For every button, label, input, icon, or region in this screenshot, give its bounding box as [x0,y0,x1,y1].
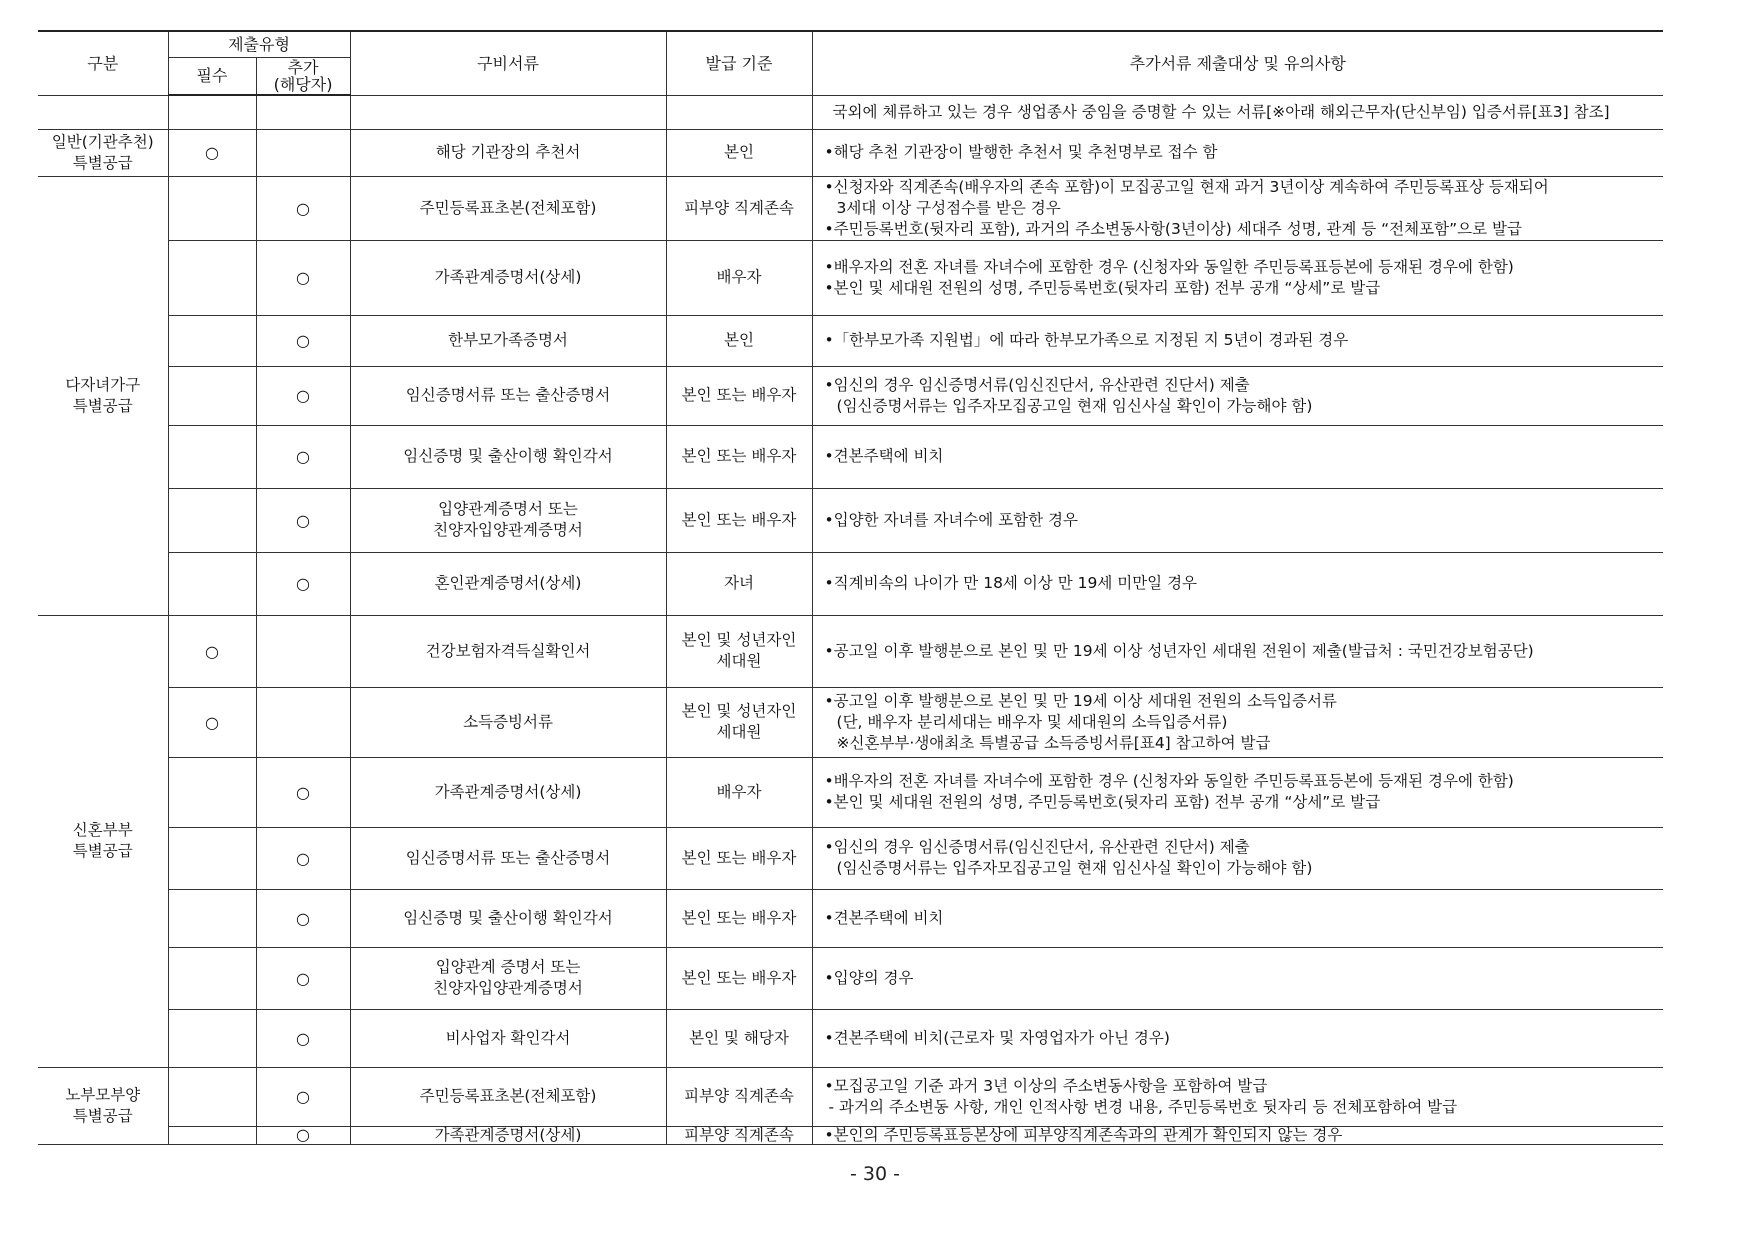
bullet: • [824,177,834,196]
cell-additional-empty [256,129,350,176]
category-line: 특별공급 [72,842,133,860]
category-line: 특별공급 [72,153,133,172]
note-text: 입양한 자녀를 자녀수에 포함한 경우 [833,510,1078,529]
table-row [38,552,1663,615]
document-table [38,30,1663,1145]
cell-additional-empty [256,687,350,757]
note-text: 「한부모가족 지원법」에 따라 한부모가족으로 지정된 지 5년이 경과된 경우 [833,331,1349,349]
basis-line: 본인 및 성년자인 [681,702,797,720]
category-line: 노부모부양 [65,1085,141,1104]
cell-note [812,827,1663,889]
table-row [38,947,1663,1009]
table-row [38,176,1663,240]
note-text: 공고일 이후 발행분으로 본인 및 만 19세 이상 성년자인 세대원 전원이 제출(발급처 : 국민건강보험공단) [833,641,1534,660]
cell-required-empty [168,1067,256,1126]
cell-doc: 가족관계증명서(상세) [350,240,666,315]
note-line: 3세대 이상 구성점수를 받은 경우 [836,198,1061,217]
cell-basis: 본인 또는 배우자 [666,366,812,425]
note-line [825,908,1660,929]
note-text: 본인 및 세대원 전원의 성명, 주민등록번호(뒷자리 포함) 전부 공개 “상세”로 발급 [833,793,1381,811]
note-text: 입양의 경우 [833,968,914,987]
cell-category [38,615,168,1067]
bullet: • [824,691,834,710]
cell-doc: 소득증빙서류 [350,687,666,757]
note-text: 모집공고일 기준 과거 3년 이상의 주소변동사항을 포함하여 발급 [833,1076,1268,1095]
additional-mark: ○ [256,366,350,425]
cell-basis-empty [666,95,812,129]
header-issue-basis: 발급 기준 [666,31,812,95]
note-line: - 과거의 주소변동 사항, 개인 인적사항 변경 내용, 주민등록번호 뒷자리 등 전체포함하여 발급 [828,1097,1458,1116]
note-text: 직계비속의 나이가 만 18세 이상 만 19세 미만일 경우 [833,574,1198,592]
note-text: 주민등록번호(뒷자리 포함), 과거의 주소변동사항(3년이상) 세대주 성명, 관계 등 “전체포함”으로 발급 [833,219,1522,238]
table-row [38,425,1663,488]
additional-mark: ○ [256,827,350,889]
cell-note [812,889,1663,947]
cell-basis: 본인 또는 배우자 [666,827,812,889]
additional-mark: ○ [256,1009,350,1067]
note-line [825,375,1660,396]
doc-line: 친양자입양관계증명서 [433,979,583,997]
note-line: 국외에 체류하고 있는 경우 생업종사 중임을 증명할 수 있는 서류[※아래 해외근무자(단신부임) 입증서류[표3] 참조] [832,102,1610,121]
cell-doc: 주민등록표초본(전체포함) [350,1067,666,1126]
bullet: • [824,375,834,394]
cell-basis: 본인 또는 배우자 [666,488,812,552]
header-category: 구분 [38,31,168,95]
additional-mark: ○ [256,1067,350,1126]
doc-line: 친양자입양관계증명서 [433,521,583,539]
note-line [825,177,1660,198]
cell-doc-empty [350,95,666,129]
bullet: • [824,968,834,987]
cell-basis: 자녀 [666,552,812,615]
cell-note [812,1067,1663,1126]
cell-required-empty [168,827,256,889]
cell-required-empty [168,1009,256,1067]
cell-doc: 임신증명 및 출산이행 확인각서 [350,425,666,488]
note-line [825,573,1660,594]
cell-doc: 가족관계증명서(상세) [350,757,666,827]
note-text: 본인 및 세대원 전원의 성명, 주민등록번호(뒷자리 포함) 전부 공개 “상세”로 발급 [833,278,1381,297]
cell-basis: 본인 또는 배우자 [666,889,812,947]
cell-required-empty [168,315,256,366]
bullet: • [824,447,834,465]
table-row [38,1126,1663,1144]
cell-category [38,129,168,176]
note-text: 견본주택에 비치(근로자 및 자영업자가 아닌 경우) [833,1028,1170,1047]
group-general [38,129,1663,176]
bullet: • [824,772,834,790]
cell-basis: 피부양 직계존속 [666,1126,812,1144]
bullet: • [824,641,834,660]
cell-doc: 임신증명서류 또는 출산증명서 [350,366,666,425]
cell-required-empty [168,240,256,315]
table-row [38,1009,1663,1067]
basis-line: 세대원 [716,652,762,670]
group-multi-child [38,176,1663,615]
cell-note [812,552,1663,615]
cell-required-empty [168,488,256,552]
cell-required-empty [168,425,256,488]
cell-doc [350,488,666,552]
note-line [825,257,1660,278]
cell-doc [350,947,666,1009]
cell-doc: 혼인관계증명서(상세) [350,552,666,615]
cell-basis: 배우자 [666,240,812,315]
additional-mark: ○ [256,240,350,315]
header-documents: 구비서류 [350,31,666,95]
cell-basis [666,687,812,757]
cell-note [812,176,1663,240]
additional-mark: ○ [256,1126,350,1144]
note-line [825,691,1660,712]
cell-note [812,95,1663,129]
header-additional-sub: (해당자) [273,74,333,94]
note-text: 견본주택에 비치 [833,908,944,927]
cell-note [812,757,1663,827]
cell-basis: 피부양 직계존속 [666,1067,812,1126]
cell-additional-empty [256,95,350,129]
cell-required-empty [168,95,256,129]
category-line: 특별공급 [72,1106,133,1125]
note-line [825,1076,1660,1097]
cell-additional-empty [256,615,350,687]
cell-basis: 배우자 [666,757,812,827]
cell-doc: 주민등록표초본(전체포함) [350,176,666,240]
note-line: ※신혼부부·생애최초 특별공급 소득증빙서류[표4] 참고하여 발급 [836,733,1271,752]
cell-note [812,687,1663,757]
cell-doc: 임신증명서류 또는 출산증명서 [350,827,666,889]
required-mark: ○ [168,129,256,176]
note-line: (임신증명서류는 입주자모집공고일 현재 임신사실 확인이 가능해야 함) [836,396,1313,415]
category-line: 신혼부부 [72,821,133,839]
note-line [825,142,1660,163]
group-elder [38,1067,1663,1144]
note-line [825,968,1660,989]
note-line [825,446,1660,467]
cell-category-empty [38,95,168,129]
table-row [38,1067,1663,1126]
doc-line: 입양관계증명서 또는 [438,500,578,518]
table-row [38,488,1663,552]
cell-basis: 본인 또는 배우자 [666,947,812,1009]
note-text: 임신의 경우 임신증명서류(임신진단서, 유산관련 진단서) 제출 [833,375,1250,394]
bullet: • [824,331,834,349]
note-line [825,330,1660,351]
header-row-top [38,31,1663,57]
additional-mark: ○ [256,757,350,827]
note-line: (임신증명서류는 입주자모집공고일 현재 임신사실 확인이 가능해야 함) [836,859,1313,877]
page-number: - 30 - [850,1163,900,1185]
cell-basis: 본인 [666,315,812,366]
note-text: 신청자와 직계존속(배우자의 존속 포함)이 모집공고일 현재 과거 3년이상 계속하여 주민등록표상 등재되어 [833,177,1549,196]
cell-note [812,129,1663,176]
note-line [825,1028,1660,1049]
bullet: • [824,1126,834,1144]
additional-mark: ○ [256,552,350,615]
cell-required-empty [168,947,256,1009]
cell-doc: 해당 기관장의 추천서 [350,129,666,176]
cell-note [812,425,1663,488]
additional-mark: ○ [256,947,350,1009]
header-required: 필수 [168,57,256,95]
cell-doc: 가족관계증명서(상세) [350,1126,666,1144]
group-newlywed [38,615,1663,1067]
additional-mark: ○ [256,488,350,552]
additional-mark: ○ [256,425,350,488]
bullet: • [824,1076,834,1095]
category-line: 일반(기관추천) [51,132,154,151]
table-row [38,615,1663,687]
cell-basis: 본인 및 해당자 [666,1009,812,1067]
cell-basis [666,615,812,687]
cell-note [812,947,1663,1009]
cell-note [812,615,1663,687]
note-text: 공고일 이후 발행분으로 본인 및 만 19세 이상 세대원 전원의 소득입증서류 [833,691,1337,710]
cell-required-empty [168,757,256,827]
note-text: 배우자의 전혼 자녀를 자녀수에 포함한 경우 (신청자와 동일한 주민등록표등본에 등재된 경우에 한함) [833,257,1514,276]
cell-basis: 피부양 직계존속 [666,176,812,240]
note-line: (단, 배우자 분리세대는 배우자 및 세대원의 소득입증서류) [836,712,1228,731]
cell-required-empty [168,552,256,615]
cell-required-empty [168,176,256,240]
cell-category [38,176,168,615]
note-line [825,219,1660,240]
additional-mark: ○ [256,315,350,366]
required-mark: ○ [168,687,256,757]
cell-doc: 한부모가족증명서 [350,315,666,366]
category-line: 다자녀가구 [65,375,141,394]
cell-note [812,315,1663,366]
basis-line: 본인 및 성년자인 [681,631,797,649]
required-mark: ○ [168,615,256,687]
cell-required-empty [168,889,256,947]
note-text: 임신의 경우 임신증명서류(임신진단서, 유산관련 진단서) 제출 [833,838,1250,856]
note-text: 해당 추천 기관장이 발행한 추천서 및 추천명부로 접수 함 [833,143,1218,161]
note-line [825,792,1660,813]
cell-note [812,240,1663,315]
header-additional-label: 추가 [287,57,319,77]
cell-doc: 건강보험자격득실확인서 [350,615,666,687]
bullet: • [824,793,834,811]
note-line [825,278,1660,299]
cell-doc: 임신증명 및 출산이행 확인각서 [350,889,666,947]
cell-doc: 비사업자 확인각서 [350,1009,666,1067]
note-text: 견본주택에 비치 [833,447,944,465]
bullet: • [824,278,834,297]
table-row-carry [38,95,1663,129]
category-line: 특별공급 [72,396,133,415]
cell-note [812,1126,1663,1144]
doc-line: 입양관계 증명서 또는 [435,958,581,976]
bullet: • [824,908,834,927]
table-row [38,240,1663,315]
bullet: • [824,1028,834,1047]
header-submit-type: 제출유형 [168,31,350,57]
table-row [38,757,1663,827]
bullet: • [824,838,834,856]
table-row [38,129,1663,176]
basis-line: 세대원 [716,723,762,741]
cell-required-empty [168,1126,256,1144]
note-line [825,837,1660,858]
cell-basis: 본인 또는 배우자 [666,425,812,488]
header-notes: 추가서류 제출대상 및 유의사항 [812,31,1663,95]
table-row [38,889,1663,947]
bullet: • [824,574,834,592]
header-additional [256,57,350,95]
table-row [38,315,1663,366]
note-text: 배우자의 전혼 자녀를 자녀수에 포함한 경우 (신청자와 동일한 주민등록표등본에 등재된 경우에 한함) [833,772,1514,790]
table-row [38,366,1663,425]
note-line [825,641,1660,662]
bullet: • [824,219,834,238]
cell-required-empty [168,366,256,425]
table-row [38,687,1663,757]
bullet: • [824,257,834,276]
note-line [825,510,1660,531]
additional-mark: ○ [256,176,350,240]
bullet: • [824,510,834,529]
cell-note [812,1009,1663,1067]
note-text: 본인의 주민등록표등본상에 피부양직계존속과의 관계가 확인되지 않는 경우 [833,1126,1343,1144]
cell-category [38,1067,168,1144]
cell-note [812,488,1663,552]
cell-basis: 본인 [666,129,812,176]
additional-mark: ○ [256,889,350,947]
table-row [38,827,1663,889]
cell-note [812,366,1663,425]
bullet: • [824,143,834,161]
note-line [825,771,1660,792]
